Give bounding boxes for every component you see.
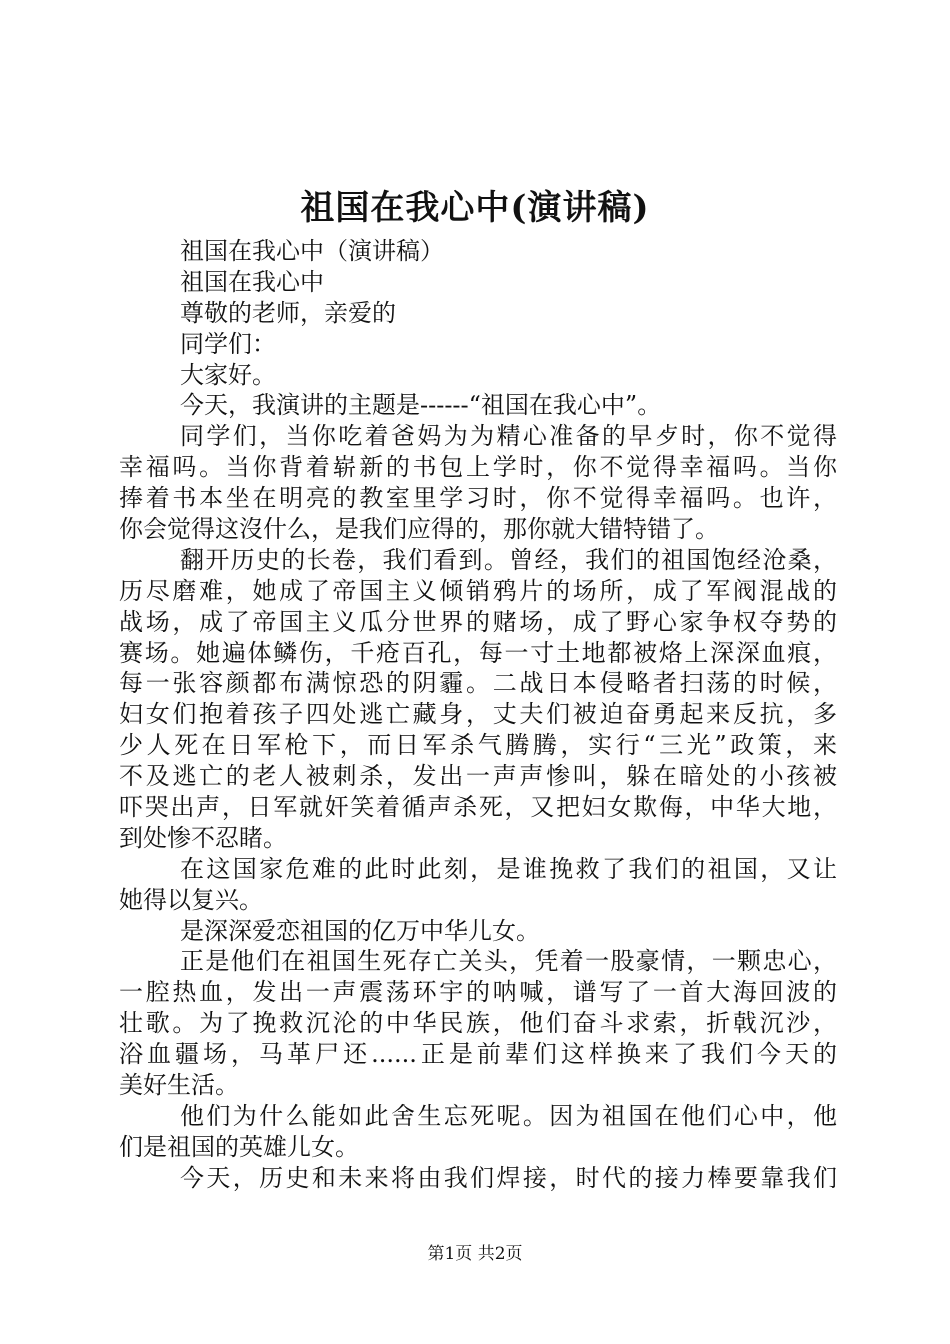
text-line: 妇女们抱着孩子四处逃亡藏身，丈夫们被迫奋勇起来反抗，多: [119, 700, 837, 729]
text-line: 他们为什么能如此舍生忘死呢。因为祖国在他们心中，他: [180, 1101, 837, 1130]
text-line: 吓哭出声，日军就奸笑着循声杀死，又把妇女欺侮，中华大地，: [119, 793, 837, 822]
text-line: 美好生活。: [119, 1071, 239, 1100]
text-line: 大家好。: [180, 360, 276, 389]
text-line: 翻开历史的长卷，我们看到。曾经，我们的祖国饱经沧桑，: [180, 545, 837, 574]
text-line: 她得以复兴。: [119, 885, 263, 914]
text-line: 浴血疆场，马革尸还......正是前辈们这样换来了我们今天的: [119, 1040, 837, 1069]
text-line: 一腔热血，发出一声震荡环宇的呐喊，谱写了一首大海回波的: [119, 978, 837, 1007]
text-line: 战场，成了帝国主义瓜分世界的赌场，成了野心家争权夺势的: [119, 607, 837, 636]
text-line: 祖国在我心中: [180, 267, 324, 296]
page-footer: 第1页 共2页: [427, 1244, 523, 1264]
text-line: 同学们：: [180, 329, 276, 358]
text-line: 每一张容颜都布满惊恐的阴霾。二战日本侵略者扫荡的时候，: [119, 669, 837, 698]
text-line: 壮歌。为了挽救沉沦的中华民族，他们奋斗求索，折戟沉沙，: [119, 1009, 837, 1038]
text-line: 少人死在日军枪下，而日军杀气腾腾，实行“三光”政策，来: [119, 731, 837, 760]
text-line: 今天，我演讲的主题是------“祖国在我心中”。: [180, 391, 662, 420]
text-line: 们是祖国的英雄儿女。: [119, 1132, 359, 1161]
text-line: 正是他们在祖国生死存亡关头，凭着一股豪情，一颗忠心，: [180, 947, 837, 976]
text-line: 同学们，当你吃着爸妈为为精心准备的早歺时，你不觉得: [180, 422, 837, 451]
text-line: 捧着书本坐在明亮的教室里学习时，你不觉得幸福吗。也许，: [119, 484, 837, 513]
text-line: 赛场。她遍体鳞伤，千疮百孔，每一寸土地都被烙上深深血痕，: [119, 638, 837, 667]
text-line: 在这国家危难的此时此刻，是谁挽救了我们的祖国，又让: [180, 854, 837, 883]
document-body: [119, 236, 837, 1194]
text-line: 你会觉得这沒什么，是我们应得的，那你就大错特错了。: [119, 515, 719, 544]
text-line: 是深深爱恋祖国的亿万中华儿女。: [180, 916, 540, 945]
text-line: 不及逃亡的老人被刺杀，发出一声声惨叫，躲在暗处的小孩被: [119, 762, 837, 791]
text-line: 历尽磨难，她成了帝国主义倾销鸦片的场所，成了军阀混战的: [119, 576, 837, 605]
text-line: 祖国在我心中（演讲稿）: [180, 237, 444, 265]
text-line: 今天，历史和未来将由我们焊接，时代的接力棒要靠我们: [180, 1163, 837, 1192]
text-line: 尊敬的老师，亲爱的: [180, 298, 396, 327]
document-title: 祖国在我心中(演讲稿): [300, 188, 650, 228]
text-line: 幸福吗。当你背着崭新的书包上学时，你不觉得幸福吗。当你: [119, 453, 837, 482]
text-line: 到处惨不忍睹。: [119, 823, 287, 852]
